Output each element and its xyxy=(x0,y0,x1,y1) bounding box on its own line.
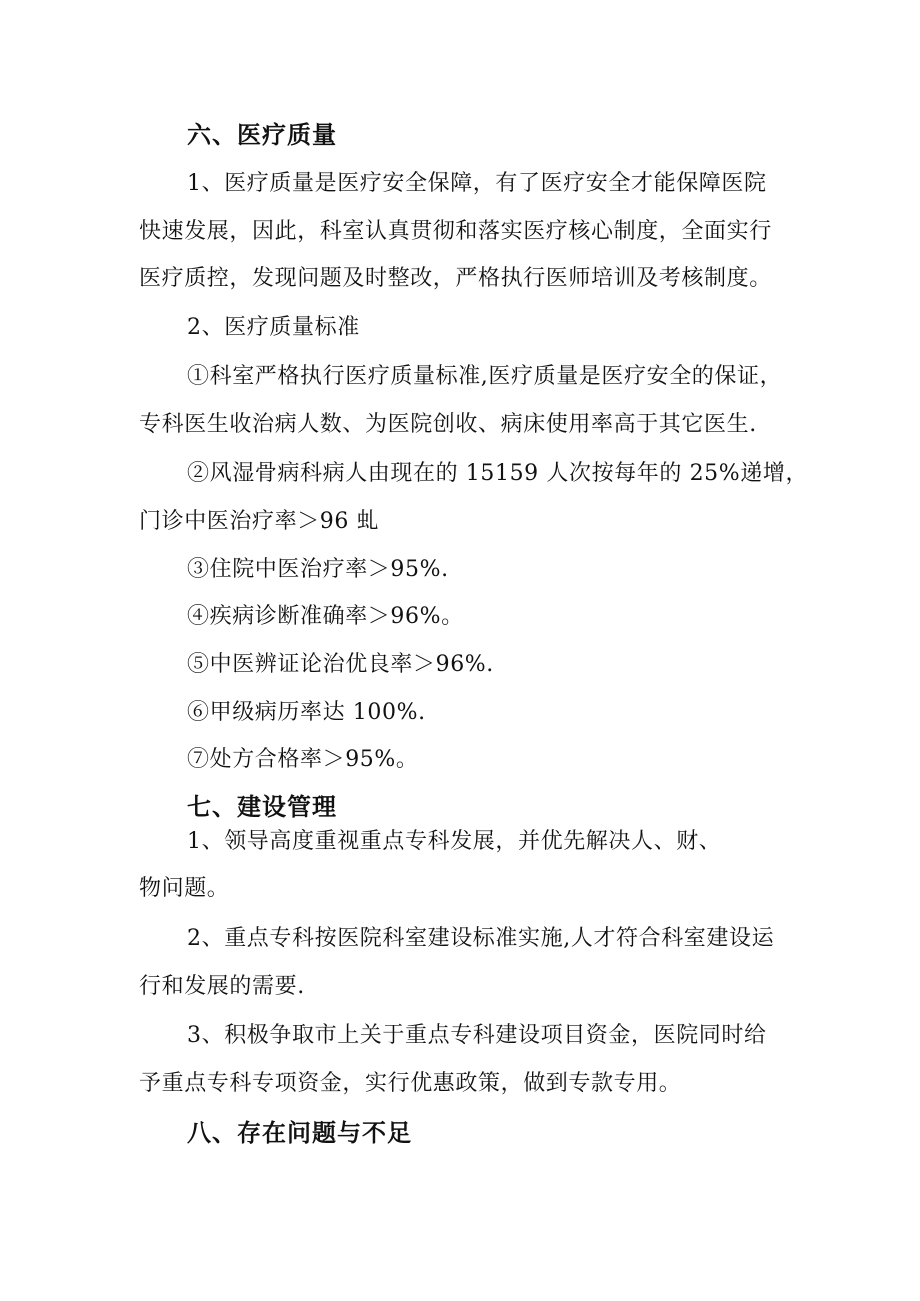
paragraph-line: 1、领导高度重视重点专科发展，并优先解决人、财、 xyxy=(187,829,722,854)
paragraph-line: 门诊中医治疗率＞96 虬 xyxy=(139,509,380,534)
section-heading-construction: 七、建设管理 xyxy=(187,793,337,821)
section-heading-quality: 六、医疗质量 xyxy=(187,121,337,149)
paragraph-line: 1、医疗质量是医疗安全保障，有了医疗安全才能保障医院 xyxy=(187,171,767,196)
subheading-quality-standard: 2、医疗质量标准 xyxy=(187,315,360,340)
paragraph-line: 医疗质控，发现问题及时整改，严格执行医师培训及考核制度。 xyxy=(139,266,772,291)
list-item: ⑥甲级病历率达 100%. xyxy=(187,700,426,725)
list-item: ⑤中医辨证论治优良率＞96%. xyxy=(187,652,494,677)
paragraph-line: 行和发展的需要. xyxy=(139,974,305,999)
paragraph-line: ①科室严格执行医疗质量标准,医疗质量是医疗安全的保证， xyxy=(187,364,783,389)
paragraph-line: 2、重点专科按医院科室建设标准实施,人才符合科室建设运 xyxy=(187,926,775,951)
paragraph-line: 予重点专科专项资金，实行优惠政策，做到专款专用。 xyxy=(139,1071,682,1096)
list-item: ③住院中医治疗率＞95%. xyxy=(187,557,449,582)
paragraph-line: ②风湿骨病科病人由现在的 15159 人次按每年的 25%递增， xyxy=(187,461,809,486)
paragraph-line: 3、积极争取市上关于重点专科建设项目资金，医院同时给 xyxy=(187,1023,767,1048)
list-item: ④疾病诊断准确率＞96%。 xyxy=(187,604,464,629)
paragraph-line: 快速发展，因此，科室认真贯彻和落实医疗核心制度，全面实行 xyxy=(139,219,772,244)
section-heading-issues: 八、存在问题与不足 xyxy=(187,1119,412,1147)
paragraph-line: 物问题。 xyxy=(139,876,230,901)
list-item: ⑦处方合格率＞95%。 xyxy=(187,747,419,772)
paragraph-line: 专科医生收治病人数、为医院创收、病床使用率高于其它医生. xyxy=(139,412,757,437)
